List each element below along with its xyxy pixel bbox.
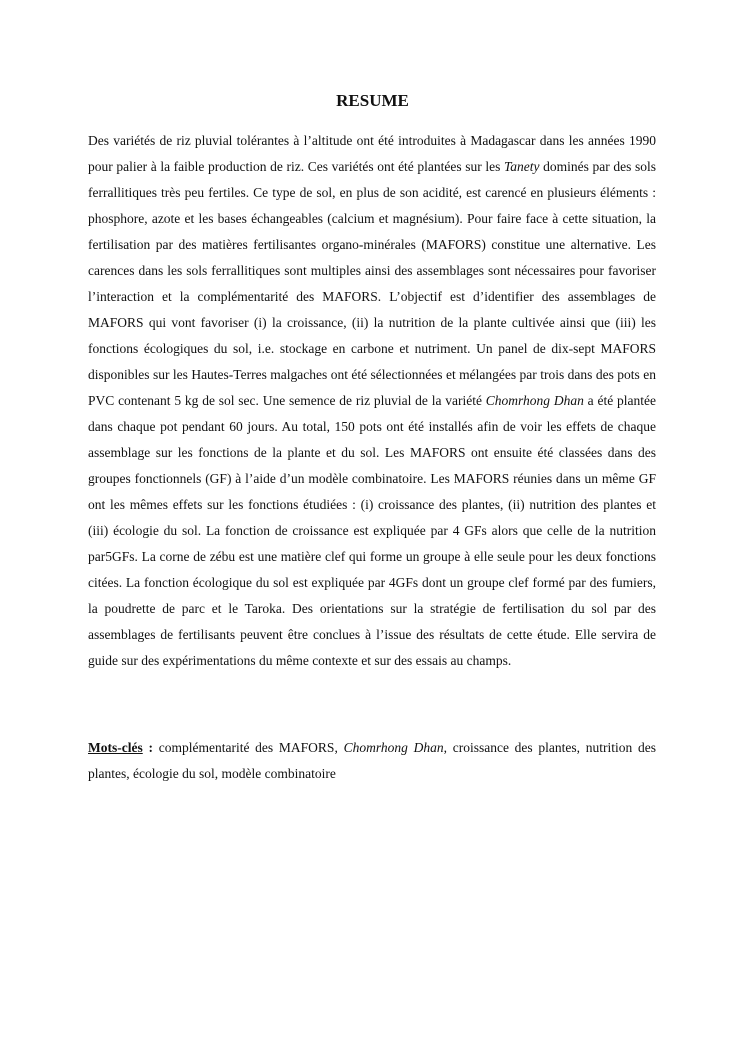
abstract-text-2: dominés par des sols ferrallitiques très peu fertiles. Ce type de sol, en plus de son acidité, est carencé en plusieurs éléments : phosphore, azote et les bases échangeables (calcium et magnésium). Pour faire face à cette situation, la fertilisation par des matières fertilisantes organo-minérales (MAFORS) constitue une alternative. Les carences dans les sols ferrallitiques sont multiples ainsi des assemblages sont nécessaires pour favoriser l’interaction et la complémentarité des MAFORS. L’objectif est d’identifier des assemblages de MAFORS qui vont favoriser (i) la croissance, (ii) la nutrition de la plante cultivée ainsi que (iii) les fonctions écologiques du sol, i.e. stockage en carbone et nutriment. Un panel de dix-sept MAFORS disponibles sur les Hautes-Terres malgaches ont été sélectionnées et mélangées par trois dans des pots en PVC contenant 5 kg de sol sec. Une semence de riz pluvial de la variété — [88, 159, 656, 408]
page-title: RESUME — [336, 91, 409, 110]
abstract-paragraph — [88, 128, 656, 674]
keywords-colon: : — [142, 740, 153, 755]
keywords-italic-variety: Chomrhong Dhan — [343, 740, 444, 755]
abstract-text-1: Des variétés de riz pluvial tolérantes à l’altitude ont été introduites à Madagascar dans les années 1990 pour palier à la faible production de riz. Ces variétés ont été plantées sur les — [88, 133, 656, 174]
abstract-text-3: a été plantée dans chaque pot pendant 60 jours. Au total, 150 pots ont été installés afin de voir les effets de chaque assemblage sur les fonctions de la plante et du sol. Les MAFORS ont ensuite été classées dans des groupes fonctionnels (GF) à l’aide d’un modèle combinatoire. Les MAFORS réunies dans un même GF ont les mêmes effets sur les fonctions étudiées : (i) croissance des plantes, (ii) nutrition des plantes et (iii) écologie du sol. La fonction de croissance est expliquée par 4 GFs alors que celle de la nutrition par5GFs. La corne de zébu est une matière clef qui forme un groupe à elle seule pour les deux fonctions citées. La fonction écologique du sol est expliquée par 4GFs dont un groupe clef formé par des fumiers, la poudrette de parc et le Taroka. Des orientations sur la stratégie de fertilisation du sol par des assemblages de fertilisants peuvent être conclues à l’issue des résultats de cette étude. Elle servira de guide sur des expérimentations du même contexte et sur des essais au champs. — [88, 393, 656, 668]
keywords-paragraph — [88, 735, 656, 787]
keywords-label: Mots-clés — [88, 740, 143, 755]
abstract-italic-variety: Chomrhong Dhan — [485, 393, 584, 408]
keywords-text-2: , croissance des plantes, nutrition des plantes, écologie du sol, modèle combinatoire — [88, 740, 657, 781]
abstract-italic-tanety: Tanety — [504, 159, 540, 174]
keywords-text-1: complémentarité des MAFORS, — [152, 740, 344, 755]
